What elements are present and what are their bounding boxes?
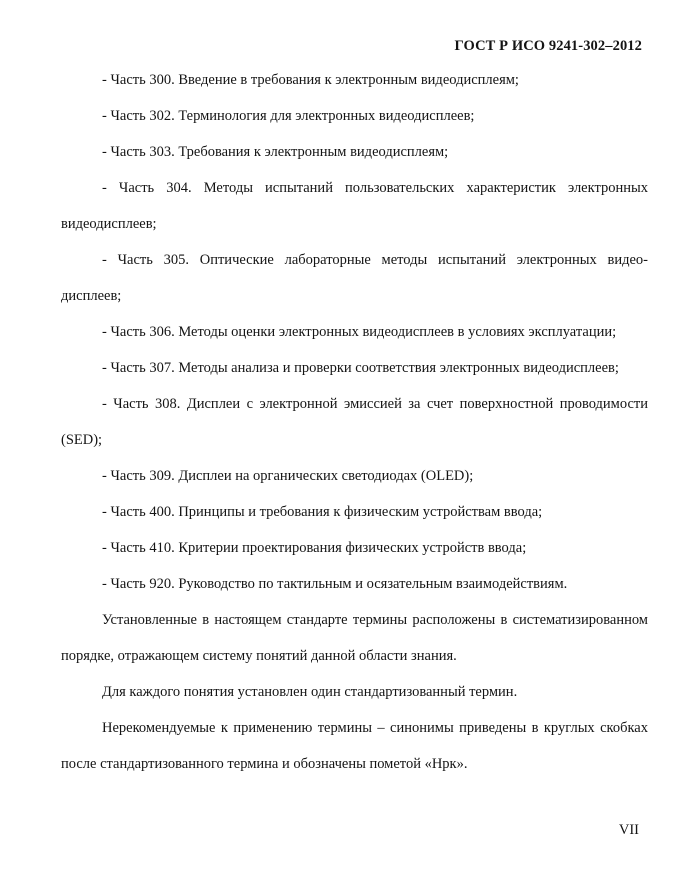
list-item-part-308: - Часть 308. Дисплеи с электронной эмиссией за счет поверхностной проводимости (SED); <box>61 396 648 448</box>
page-number: VII <box>618 822 639 838</box>
list-item-part-303: - Часть 303. Требования к электронным видеодисплеям; <box>102 144 449 160</box>
list-item-part-305: - Часть 305. Оптические лабораторные методы испытаний электронных видео-дисплеев; <box>61 252 648 304</box>
list-item-part-302: - Часть 302. Терминология для электронных видеодисплеев; <box>102 108 475 124</box>
list-item-part-400: - Часть 400. Принципы и требования к физическим устройствам ввода; <box>102 504 543 520</box>
list-item-part-300: - Часть 300. Введение в требования к электронным видеодисплеям; <box>102 72 519 88</box>
paragraph-not-recommended-terms: Нерекомендуемые к применению термины – синонимы приведены в круглых скобках после стандартизованного термина и обозначены пометой «Нрк». <box>61 720 648 772</box>
list-item-part-307: - Часть 307. Методы анализа и проверки соответствия электронных видеодисплеев; <box>102 360 619 376</box>
list-item-part-309: - Часть 309. Дисплеи на органических светодиодах (OLED); <box>102 468 474 484</box>
list-item-part-306: - Часть 306. Методы оценки электронных видеодисплеев в условиях эксплуатации; <box>102 324 617 340</box>
list-item-part-304: - Часть 304. Методы испытаний пользовательских характеристик электронных видеодисплеев; <box>61 180 648 232</box>
paragraph-standard-term: Для каждого понятия установлен один стандартизованный термин. <box>102 684 518 700</box>
body-text <box>61 62 648 782</box>
list-item-part-920: - Часть 920. Руководство по тактильным и осязательным взаимодействиям. <box>102 576 568 592</box>
paragraph-term-ordering: Установленные в настоящем стандарте термины расположены в систематизированном порядке, отражающем систему понятий данной области знания. <box>61 612 648 664</box>
standard-designation-header: ГОСТ Р ИСО 9241-302–2012 <box>454 38 642 54</box>
list-item-part-410: - Часть 410. Критерии проектирования физических устройств ввода; <box>102 540 527 556</box>
